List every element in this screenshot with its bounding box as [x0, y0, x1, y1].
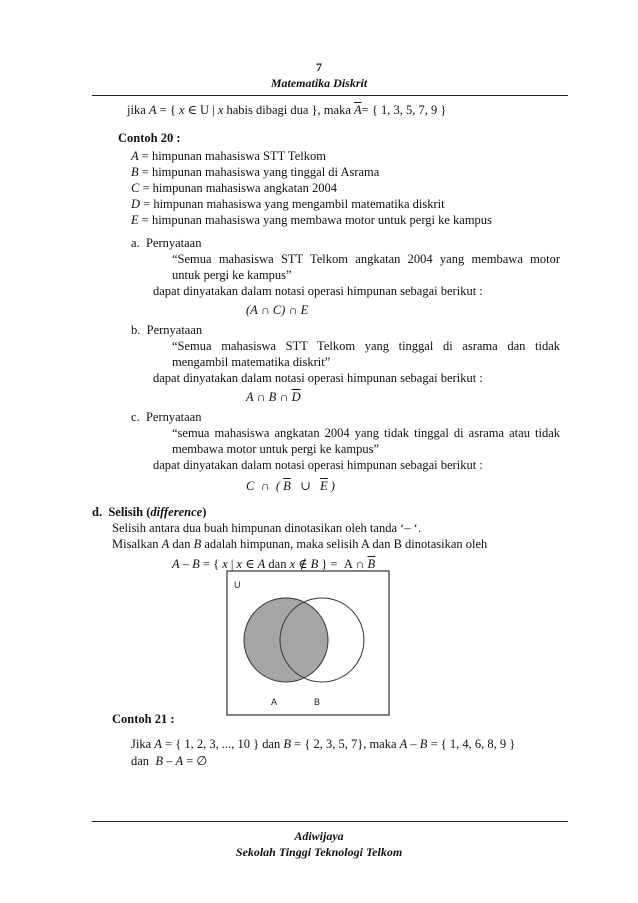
section-d-line1: Selisih antara dua buah himpunan dinotasikan oleh tanda ‘– ‘.: [112, 521, 421, 535]
def-e: E = himpunan mahasiswa yang membawa motor untuk pergi ke kampus: [131, 213, 492, 227]
contoh21-title: Contoh 21 :: [112, 712, 175, 726]
footer-author: Adiwijaya: [294, 829, 344, 843]
item-c-formula: C ∩ ( $\overline{B}$ ∪ $\overline{E}$ ): [246, 479, 335, 493]
difference-formula: A – B = { x | x ∈ A dan x ∉ B } = A ∩ $\overline{B}$: [172, 557, 376, 571]
def-c: C = himpunan mahasiswa angkatan 2004: [131, 181, 337, 195]
header-rule: [92, 95, 568, 96]
header-title: Matematika Diskrit: [270, 76, 368, 90]
contoh21-line1: Jika A = { 1, 2, 3, ..., 10 } dan B = { 2, 3, 5, 7}, maka A – B = { 1, 4, 6, 8, 9 }: [131, 737, 516, 751]
contoh20-title: Contoh 20 :: [118, 131, 181, 145]
item-b-note: dapat dinyatakan dalam notasi operasi himpunan sebagai berikut :: [153, 371, 483, 385]
intro-line: jika A = { x ∈ U | x habis dibagi dua }, maka $\overline{A}=$ { 1, 3, 5, 7, 9 }: [127, 103, 447, 117]
contoh21-line2: dan B – A = ∅: [131, 754, 208, 768]
item-a-formula: (A ∩ C) ∩ E: [246, 303, 309, 317]
item-c-label: c. Pernyataan: [131, 410, 202, 424]
item-b-quote2: mengambil matematika diskrit”: [172, 355, 331, 369]
item-a-quote2: untuk pergi ke kampus”: [172, 268, 292, 282]
venn-diagram: [226, 570, 390, 716]
section-d-line2: Misalkan A dan B adalah himpunan, maka selisih A dan B dinotasikan oleh: [112, 537, 488, 551]
section-d-title: d. Selisih (difference): [92, 505, 207, 519]
item-c-quote1: “semua mahasiswa angkatan 2004 yang tidak tinggal di asrama atau tidak: [172, 426, 560, 440]
item-b-formula: A ∩ B ∩ $\overline{D}$: [246, 390, 301, 404]
item-b-quote1: “Semua mahasiswa STT Telkom yang tinggal di asrama dan tidak: [172, 339, 560, 353]
item-a-label: a. Pernyataan: [131, 236, 202, 250]
set-b-label: B: [314, 697, 321, 707]
def-d: D = himpunan mahasiswa yang mengambil matematika diskrit: [131, 197, 445, 211]
def-a: A = himpunan mahasiswa STT Telkom: [131, 149, 326, 163]
item-b-label: b. Pernyataan: [131, 323, 203, 337]
page-number: 7: [316, 60, 322, 74]
footer-rule: [92, 821, 568, 822]
footer-institution: Sekolah Tinggi Teknologi Telkom: [235, 845, 403, 859]
set-a-label: A: [271, 697, 278, 707]
def-b: B = himpunan mahasiswa yang tinggal di Asrama: [131, 165, 380, 179]
item-c-quote2: membawa motor untuk pergi ke kampus”: [172, 442, 380, 456]
universe-label: U: [234, 580, 241, 590]
item-a-note: dapat dinyatakan dalam notasi operasi himpunan sebagai berikut :: [153, 284, 483, 298]
item-a-quote1: “Semua mahasiswa STT Telkom angkatan 2004 yang membawa motor: [172, 252, 560, 266]
item-c-note: dapat dinyatakan dalam notasi operasi himpunan sebagai berikut :: [153, 458, 483, 472]
